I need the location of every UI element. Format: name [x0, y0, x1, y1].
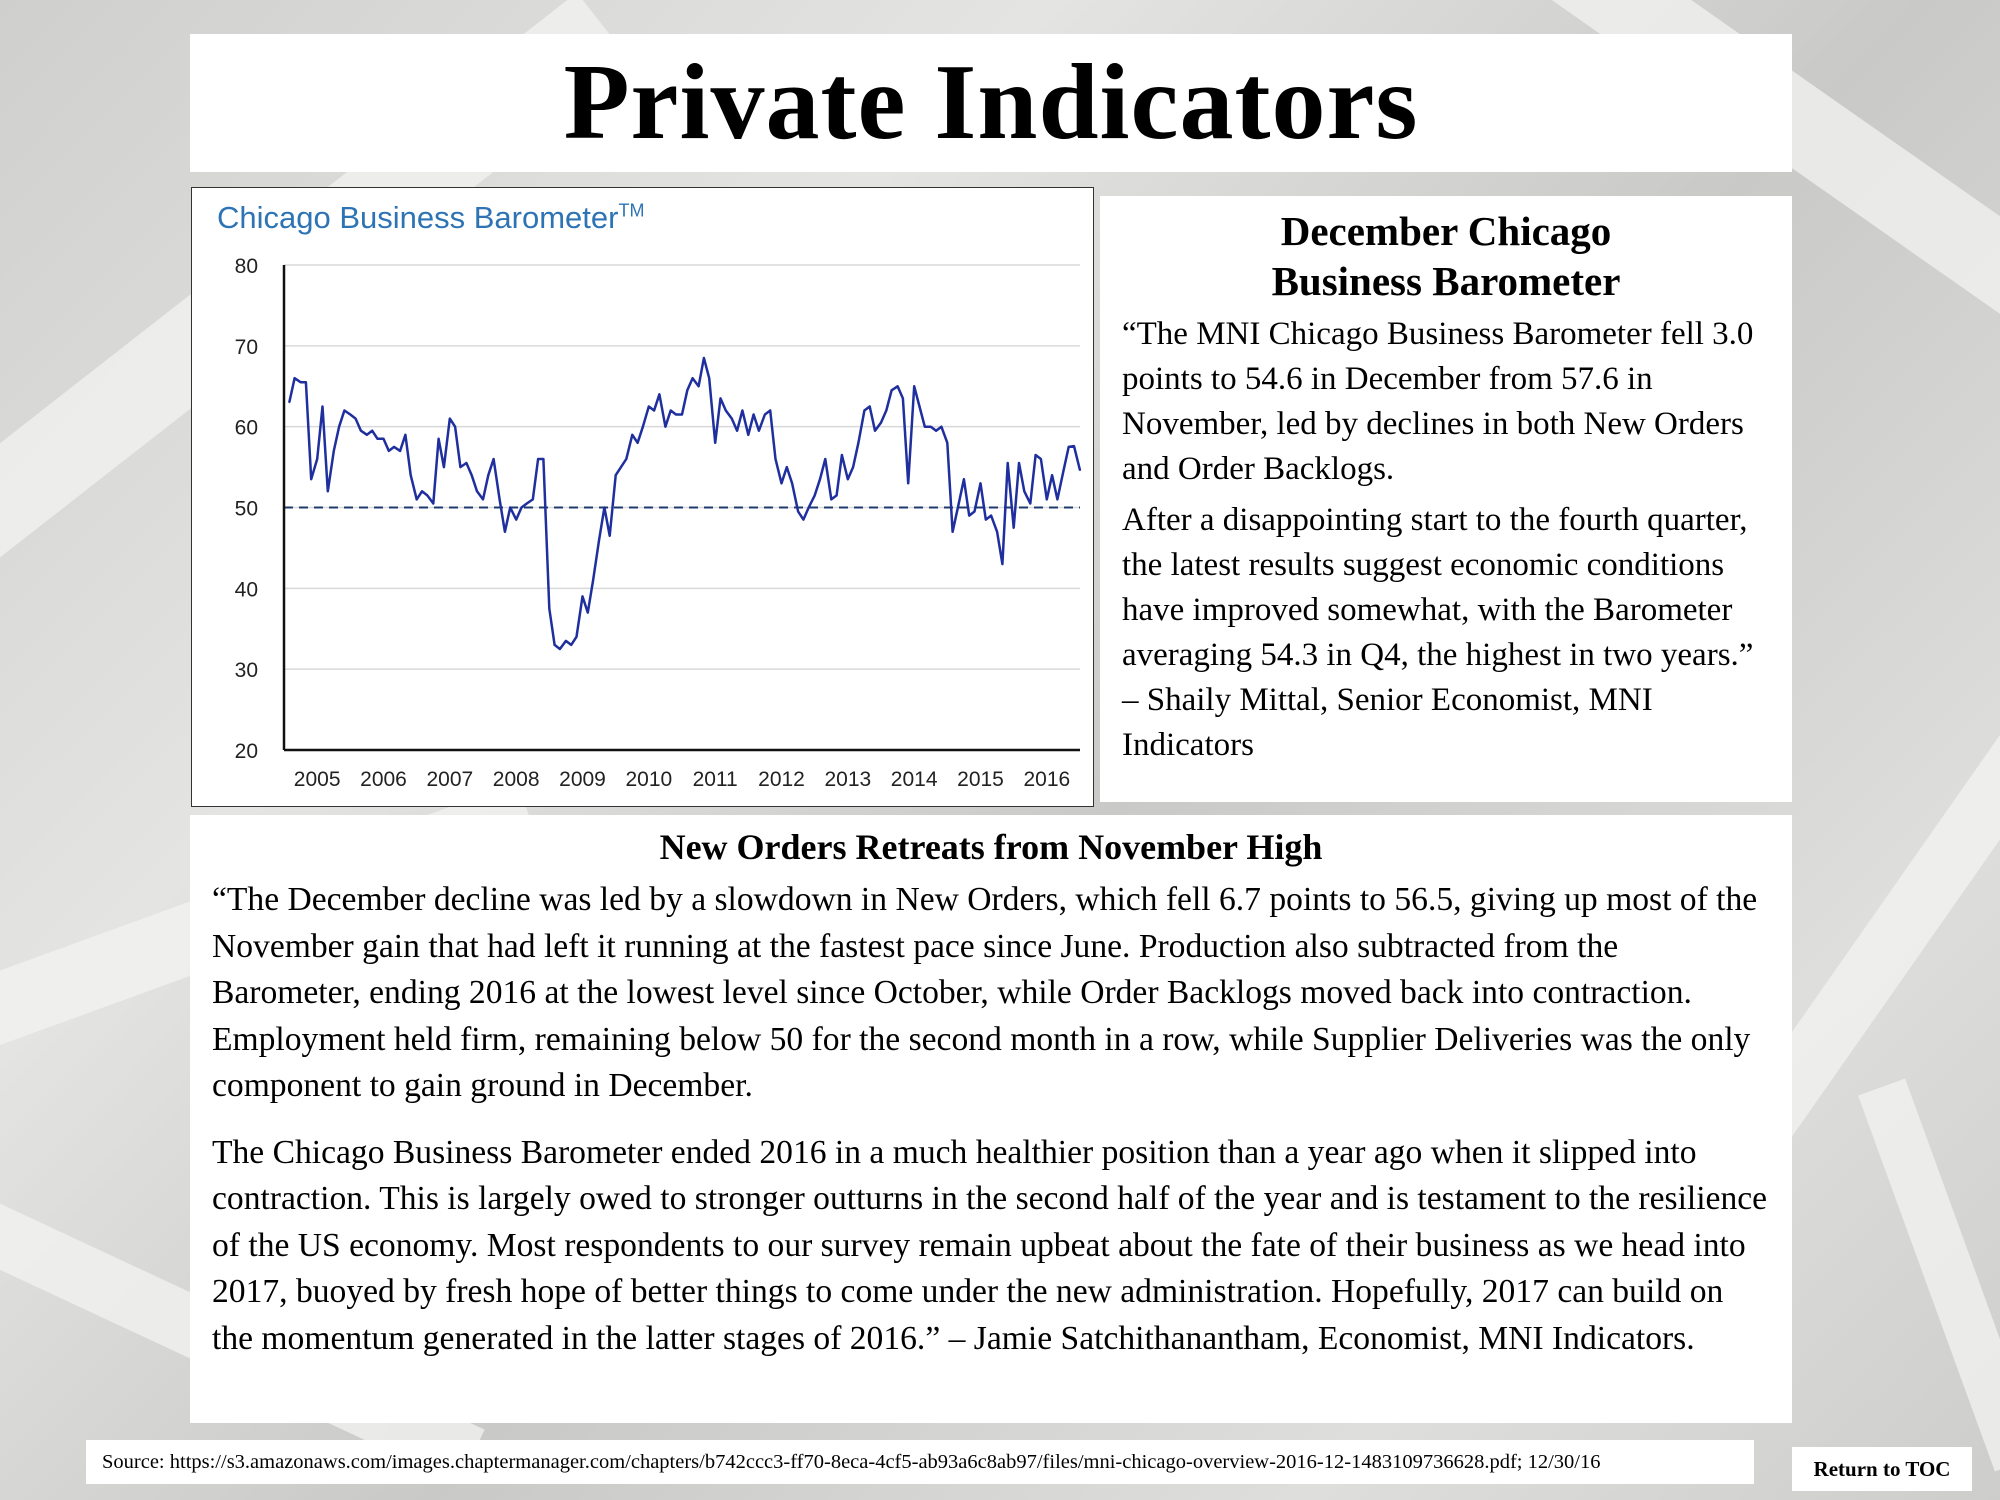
- data-point: [847, 478, 849, 480]
- data-point: [725, 410, 727, 412]
- grid-lines: [284, 265, 1080, 669]
- data-point: [626, 458, 628, 460]
- data-point: [576, 636, 578, 638]
- x-tick-label: 2007: [426, 768, 474, 791]
- data-point: [427, 495, 429, 497]
- data-point: [565, 640, 567, 642]
- data-point: [648, 406, 650, 408]
- data-point: [454, 426, 456, 428]
- data-point: [532, 499, 534, 501]
- x-tick-label: 2010: [625, 768, 673, 791]
- data-point: [692, 377, 694, 379]
- data-point: [300, 381, 302, 383]
- data-point: [1046, 499, 1048, 501]
- data-point: [366, 434, 368, 436]
- y-tick-label: 20: [234, 740, 258, 763]
- data-point: [803, 519, 805, 521]
- data-point: [526, 503, 528, 505]
- data-point: [891, 390, 893, 392]
- data-point: [653, 410, 655, 412]
- data-point: [438, 438, 440, 440]
- data-point: [831, 499, 833, 501]
- data-point: [1057, 499, 1059, 501]
- data-point: [493, 458, 495, 460]
- data-point: [549, 608, 551, 610]
- data-point: [996, 531, 998, 533]
- data-point: [371, 430, 373, 432]
- data-point: [333, 450, 335, 452]
- data-point: [289, 402, 291, 404]
- data-point: [753, 414, 755, 416]
- data-point: [698, 386, 700, 388]
- data-point: [974, 511, 976, 513]
- data-point: [1068, 446, 1070, 448]
- data-point: [443, 466, 445, 468]
- data-point: [1007, 462, 1009, 464]
- data-point: [665, 426, 667, 428]
- data-point: [294, 377, 296, 379]
- page-title: Private Indicators: [563, 43, 1419, 162]
- data-point: [990, 515, 992, 517]
- chart-title-text: Chicago Business Barometer: [217, 200, 619, 235]
- data-point: [858, 442, 860, 444]
- data-point: [985, 519, 987, 521]
- data-point: [952, 531, 954, 533]
- data-point: [825, 458, 827, 460]
- data-point: [742, 410, 744, 412]
- data-point: [509, 507, 511, 509]
- data-point: [393, 446, 395, 448]
- data-point: [897, 386, 899, 388]
- y-tick-label: 60: [234, 416, 258, 440]
- x-tick-label: 2005: [293, 768, 341, 791]
- data-point: [947, 442, 949, 444]
- x-tick-label: 2016: [1023, 768, 1071, 791]
- data-point: [814, 495, 816, 497]
- data-point: [559, 648, 561, 650]
- data-point: [327, 491, 329, 493]
- data-point: [935, 430, 937, 432]
- data-point: [864, 410, 866, 412]
- data-point: [886, 410, 888, 412]
- data-point: [1035, 454, 1037, 456]
- data-point: [1073, 445, 1075, 447]
- data-point: [360, 430, 362, 432]
- data-point: [907, 483, 909, 485]
- new-orders-paragraph-1: “The December decline was led by a slowdown in New Orders, which fell 6.7 points to 56.5, giving up most of the November gain that had left it running at the fastest pace since June. Production also subtracted from the Barometer, ending 2016 at the lowest level since October, while Order Backlogs moved back into contraction. Employment held firm, remaining below 50 for the second month in a row, while Supplier Deliveries was the only component to gain ground in December.: [212, 881, 1758, 1104]
- data-point: [305, 381, 307, 383]
- data-point: [819, 478, 821, 480]
- data-point: [1040, 458, 1042, 460]
- data-point: [499, 499, 501, 501]
- data-point: [675, 414, 677, 416]
- x-tick-labels: [294, 768, 1070, 791]
- data-point: [637, 442, 639, 444]
- data-point: [731, 418, 733, 420]
- data-point: [902, 398, 904, 400]
- data-point: [775, 458, 777, 460]
- data-point: [720, 398, 722, 400]
- data-point: [587, 612, 589, 614]
- data-point: [681, 414, 683, 416]
- data-point: [1079, 470, 1081, 472]
- data-point: [570, 644, 572, 646]
- data-point: [1030, 503, 1032, 505]
- data-point: [460, 466, 462, 468]
- heading-line-2: Business Barometer: [1271, 258, 1621, 304]
- data-point: [791, 483, 793, 485]
- x-tick-label: 2014: [890, 768, 938, 791]
- data-point: [632, 434, 634, 436]
- data-point: [924, 426, 926, 428]
- data-point: [482, 499, 484, 501]
- data-point: [592, 580, 594, 582]
- title-panel: [190, 34, 1792, 172]
- data-point: [466, 462, 468, 464]
- quote-paragraph-1: “The MNI Chicago Business Barometer fell 3.0 points to 54.6 in December from 57.6 in November, led by declines in both New Orders and Order Backlogs.: [1122, 316, 1754, 487]
- data-point: [1002, 563, 1004, 565]
- data-point: [941, 426, 943, 428]
- line-chart: [192, 188, 1092, 805]
- y-tick-label: 50: [234, 497, 258, 521]
- new-orders-panel: [190, 815, 1792, 1423]
- data-point: [316, 458, 318, 460]
- data-point: [852, 466, 854, 468]
- y-tick-label: 30: [234, 659, 258, 683]
- source-citation: Source: https://s3.amazonaws.com/images.chaptermanager.com/chapters/b742ccc3-ff70-8eca-4cf5-ab93a6c8ab97/files/mni-chicago-overview-2016-12-1483109736628.pdf; 12/30/16: [102, 1450, 1601, 1473]
- data-point: [543, 458, 545, 460]
- data-point: [786, 466, 788, 468]
- data-point: [537, 458, 539, 460]
- data-point: [399, 450, 401, 452]
- data-point: [405, 434, 407, 436]
- data-point: [659, 394, 661, 396]
- x-tick-label: 2009: [559, 768, 606, 791]
- data-point: [703, 357, 705, 359]
- data-point: [781, 483, 783, 485]
- data-point: [388, 450, 390, 452]
- chart-panel: [191, 187, 1094, 807]
- y-tick-label: 70: [234, 335, 258, 359]
- quote-paragraph-2: After a disappointing start to the fourth quarter, the latest results suggest economic conditions have improved somewhat, with the Barometer averaging 54.3 in Q4, the highest in two years.” – Shaily Mittal, Senior Economist, MNI Indicators: [1122, 502, 1754, 763]
- data-point: [957, 507, 959, 509]
- data-point: [836, 495, 838, 497]
- data-point: [758, 430, 760, 432]
- data-point: [615, 474, 617, 476]
- x-tick-label: 2015: [957, 768, 1004, 791]
- data-point: [1013, 527, 1015, 529]
- data-point: [338, 426, 340, 428]
- trademark-mark: TM: [618, 200, 645, 221]
- data-point: [355, 418, 357, 420]
- x-tick-label: 2011: [692, 768, 738, 791]
- data-point: [344, 410, 346, 412]
- data-point: [748, 434, 750, 436]
- data-point: [930, 426, 932, 428]
- data-point: [968, 515, 970, 517]
- data-point: [980, 483, 982, 485]
- data-point: [1024, 491, 1026, 493]
- data-point: [736, 430, 738, 432]
- return-to-toc-button[interactable]: Return to TOC: [1792, 1447, 1972, 1491]
- data-point: [714, 442, 716, 444]
- section-heading: [1122, 206, 1770, 306]
- data-point: [322, 406, 324, 408]
- data-point: [582, 596, 584, 598]
- commentary-panel: [1100, 196, 1792, 802]
- data-point: [521, 507, 523, 509]
- data-point: [620, 466, 622, 468]
- data-point: [708, 377, 710, 379]
- data-point: [604, 507, 606, 509]
- y-tick-label: 80: [234, 255, 258, 278]
- data-point: [1018, 462, 1020, 464]
- new-orders-heading: New Orders Retreats from November High: [659, 827, 1323, 867]
- data-point: [476, 491, 478, 493]
- data-point: [963, 478, 965, 480]
- data-point: [350, 414, 352, 416]
- x-tick-label: 2012: [758, 768, 805, 791]
- data-point: [808, 507, 810, 509]
- data-point: [416, 499, 418, 501]
- data-point: [869, 406, 871, 408]
- data-point: [1063, 470, 1065, 472]
- data-point: [1051, 474, 1053, 476]
- y-tick-label: 40: [234, 578, 258, 602]
- series-line: [289, 358, 1080, 649]
- y-tick-labels: [235, 255, 258, 763]
- source-footer: [86, 1440, 1754, 1484]
- data-point: [919, 406, 921, 408]
- data-point: [841, 454, 843, 456]
- data-point: [609, 535, 611, 537]
- x-tick-label: 2006: [360, 768, 407, 791]
- data-point: [433, 503, 435, 505]
- data-point: [874, 430, 876, 432]
- x-tick-label: 2013: [824, 768, 872, 791]
- data-point: [310, 478, 312, 480]
- new-orders-paragraph-2: The Chicago Business Barometer ended 2016 in a much healthier position than a year ago when it slipped into contraction. This is largely owed to stronger outturns in the second half of the year and is testament to the resilience of the US economy. Most respondents to our survey remain upbeat about the fate of their business as we head into 2017, buoyed by fresh hope of better things to come under the new administration. Hopefully, 2017 can build on the momentum generated in the latter stages of 2016.” – Jamie Satchithanantham, Economist, MNI Indicators.: [212, 1133, 1768, 1357]
- x-tick-label: 2008: [492, 768, 540, 791]
- data-point: [769, 410, 771, 412]
- heading-line-1: December Chicago: [1280, 208, 1612, 254]
- data-point: [377, 438, 379, 440]
- data-point: [764, 414, 766, 416]
- data-point: [687, 390, 689, 392]
- data-point: [642, 426, 644, 428]
- data-point: [471, 474, 473, 476]
- data-point: [670, 410, 672, 412]
- data-point: [449, 418, 451, 420]
- data-point: [488, 474, 490, 476]
- data-point: [598, 539, 600, 541]
- data-point: [410, 474, 412, 476]
- data-point: [880, 422, 882, 424]
- data-point: [421, 491, 423, 493]
- data-point: [515, 519, 517, 521]
- data-point: [797, 511, 799, 513]
- data-point: [504, 531, 506, 533]
- data-point: [383, 438, 385, 440]
- data-point: [554, 644, 556, 646]
- data-point: [913, 386, 915, 388]
